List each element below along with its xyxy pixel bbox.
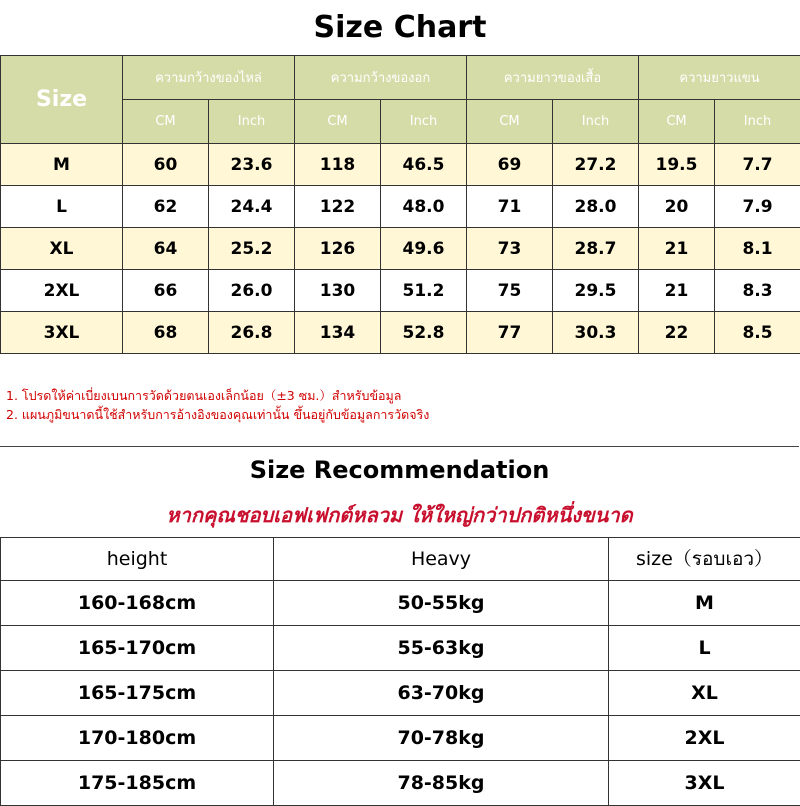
size-table-group-header xyxy=(1,56,800,100)
weight-header: Heavy xyxy=(274,538,609,581)
table-row xyxy=(1,626,800,671)
table-cell: 23.6 xyxy=(209,144,295,186)
table-cell: 3XL xyxy=(1,312,123,354)
table-cell: 63-70kg xyxy=(274,671,609,716)
unit-header: Inch xyxy=(209,100,295,144)
recommendation-header-row xyxy=(1,538,800,581)
table-cell: 27.2 xyxy=(553,144,639,186)
table-cell: 3XL xyxy=(609,761,800,806)
unit-header: Inch xyxy=(553,100,639,144)
table-cell: 165-175cm xyxy=(1,671,274,716)
recommendation-subtitle: หากคุณชอบเอฟเฟกต์หลวม ให้ใหญ่กว่าปกติหนึ่งขนาด xyxy=(0,492,799,537)
table-cell: 28.7 xyxy=(553,228,639,270)
table-cell: 26.8 xyxy=(209,312,295,354)
table-cell: 29.5 xyxy=(553,270,639,312)
table-cell: 75 xyxy=(467,270,553,312)
note-reference: 2. แผนภูมิขนาดนี้ใช้สำหรับการอ้างอิงของคุณเท่านั้น ขึ้นอยู่กับข้อมูลการวัดจริง xyxy=(0,405,800,424)
table-cell: 134 xyxy=(295,312,381,354)
table-cell: 20 xyxy=(639,186,715,228)
measurement-notes xyxy=(0,372,800,444)
table-cell: 130 xyxy=(295,270,381,312)
table-cell: L xyxy=(1,186,123,228)
table-cell: 51.2 xyxy=(381,270,467,312)
table-row xyxy=(1,270,800,312)
table-cell: 8.1 xyxy=(715,228,800,270)
table-cell: 19.5 xyxy=(639,144,715,186)
table-cell: 160-168cm xyxy=(1,581,274,626)
table-cell: 50-55kg xyxy=(274,581,609,626)
height-header: height xyxy=(1,538,274,581)
table-cell: 62 xyxy=(123,186,209,228)
table-cell: M xyxy=(1,144,123,186)
recommendation-title: Size Recommendation xyxy=(0,447,799,492)
size-recommendation-section xyxy=(0,446,799,800)
table-row xyxy=(1,228,800,270)
table-cell: 49.6 xyxy=(381,228,467,270)
table-cell: 73 xyxy=(467,228,553,270)
group-header-shoulder: ความกว้างของไหล่ xyxy=(123,56,295,100)
table-cell: 77 xyxy=(467,312,553,354)
unit-header: CM xyxy=(123,100,209,144)
unit-header: CM xyxy=(639,100,715,144)
table-cell: 21 xyxy=(639,270,715,312)
table-cell: 52.8 xyxy=(381,312,467,354)
table-cell: 26.0 xyxy=(209,270,295,312)
table-cell: M xyxy=(609,581,800,626)
table-cell: L xyxy=(609,626,800,671)
unit-header: CM xyxy=(295,100,381,144)
table-cell: 69 xyxy=(467,144,553,186)
table-cell: 118 xyxy=(295,144,381,186)
group-header-chest: ความกว้างของอก xyxy=(295,56,467,100)
group-header-length: ความยาวของเสื้อ xyxy=(467,56,639,100)
table-cell: 60 xyxy=(123,144,209,186)
table-row xyxy=(1,716,800,761)
table-row xyxy=(1,671,800,716)
table-cell: 170-180cm xyxy=(1,716,274,761)
table-cell: 46.5 xyxy=(381,144,467,186)
table-cell: 122 xyxy=(295,186,381,228)
unit-header: Inch xyxy=(715,100,800,144)
table-cell: 2XL xyxy=(1,270,123,312)
table-cell: 28.0 xyxy=(553,186,639,228)
table-cell: 126 xyxy=(295,228,381,270)
recommendation-table xyxy=(0,537,800,806)
table-row xyxy=(1,144,800,186)
table-cell: XL xyxy=(609,671,800,716)
note-deviation: 1. โปรดให้ค่าเบี่ยงเบนการวัดด้วยตนเองเล็กน้อย（±3 ซม.）สำหรับข้อมูล xyxy=(0,386,800,405)
table-cell: 24.4 xyxy=(209,186,295,228)
table-cell: 71 xyxy=(467,186,553,228)
table-row xyxy=(1,186,800,228)
table-cell: 7.7 xyxy=(715,144,800,186)
size-column-header: Size xyxy=(1,56,123,144)
table-cell: 66 xyxy=(123,270,209,312)
table-cell: 55-63kg xyxy=(274,626,609,671)
table-cell: 22 xyxy=(639,312,715,354)
unit-header: Inch xyxy=(381,100,467,144)
table-cell: 70-78kg xyxy=(274,716,609,761)
page-title: Size Chart xyxy=(0,0,800,55)
table-cell: 8.5 xyxy=(715,312,800,354)
table-cell: 25.2 xyxy=(209,228,295,270)
table-row xyxy=(1,581,800,626)
table-cell: 78-85kg xyxy=(274,761,609,806)
table-cell: 8.3 xyxy=(715,270,800,312)
table-cell: 21 xyxy=(639,228,715,270)
table-cell: 68 xyxy=(123,312,209,354)
table-cell: 165-170cm xyxy=(1,626,274,671)
size-header: size（รอบเอว） xyxy=(609,538,800,581)
table-row xyxy=(1,761,800,806)
table-cell: 2XL xyxy=(609,716,800,761)
table-cell: 64 xyxy=(123,228,209,270)
table-cell: XL xyxy=(1,228,123,270)
table-cell: 48.0 xyxy=(381,186,467,228)
size-table xyxy=(0,55,800,354)
group-header-sleeve: ความยาวแขน xyxy=(639,56,800,100)
table-row xyxy=(1,312,800,354)
unit-header: CM xyxy=(467,100,553,144)
table-cell: 175-185cm xyxy=(1,761,274,806)
table-cell: 7.9 xyxy=(715,186,800,228)
table-cell: 30.3 xyxy=(553,312,639,354)
